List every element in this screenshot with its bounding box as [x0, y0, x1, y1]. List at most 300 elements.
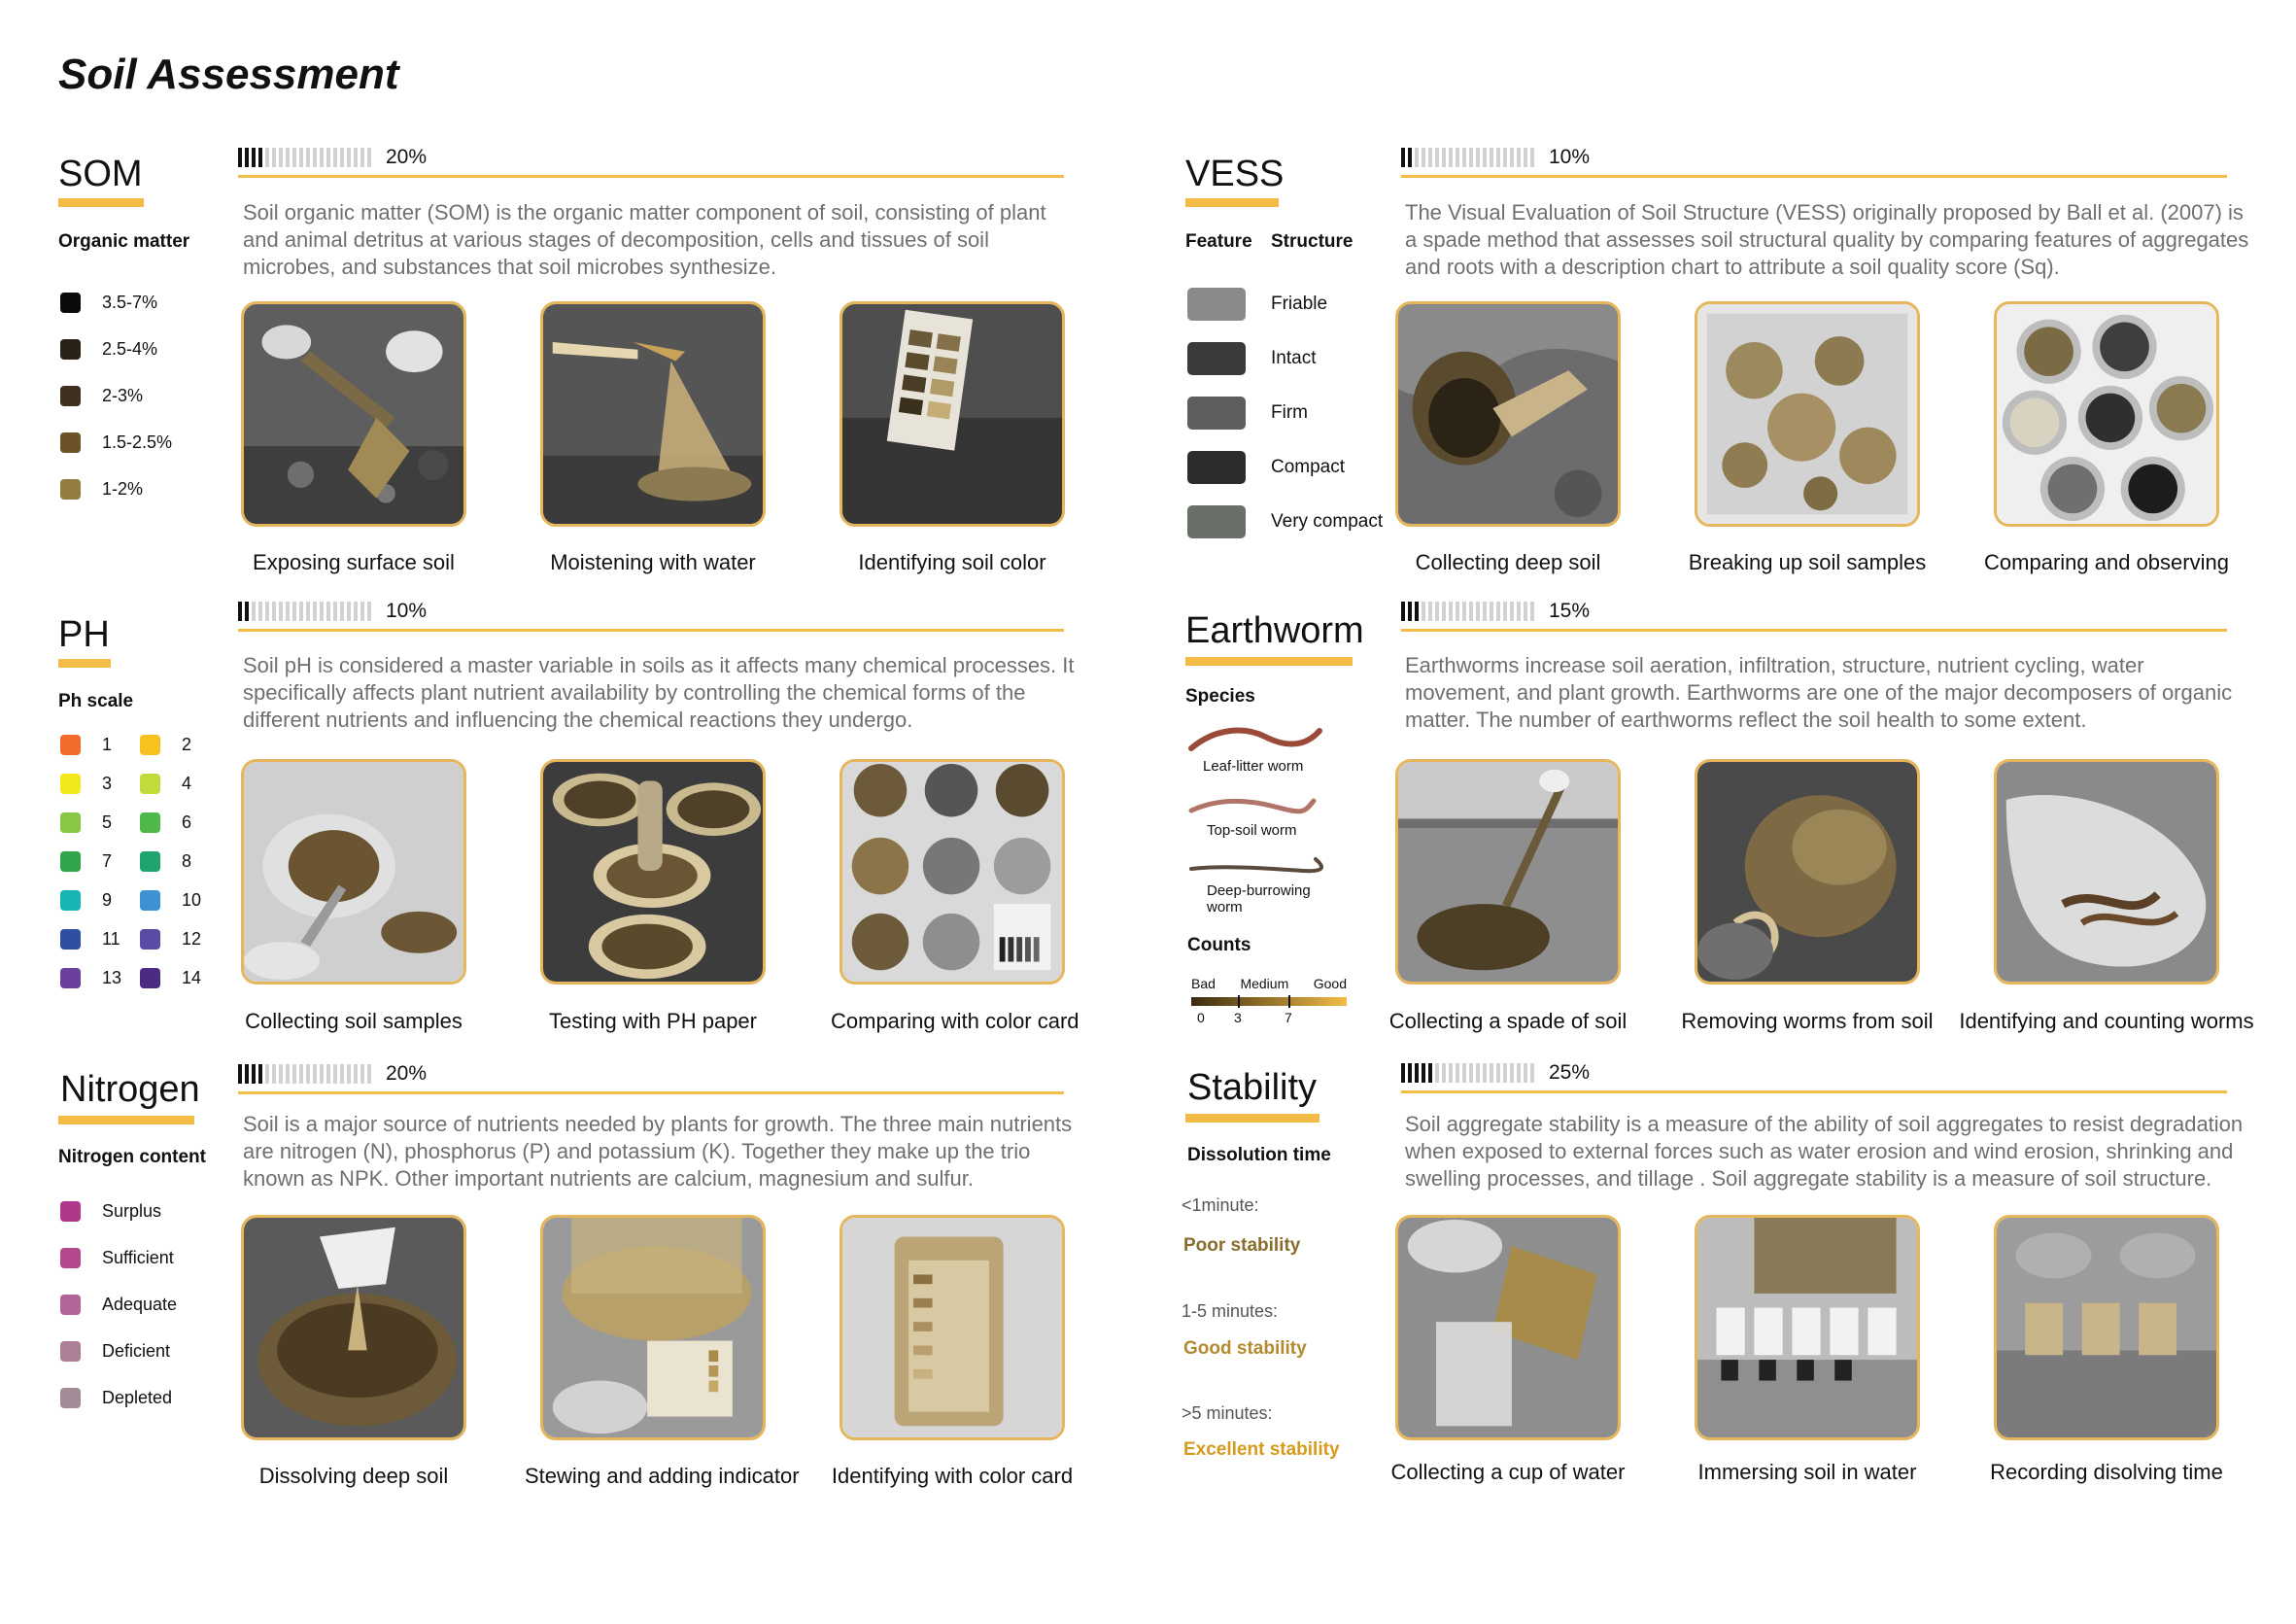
earthworm-caption-3: Identifying and counting worms	[1959, 1009, 2254, 1033]
species-item	[1187, 855, 1323, 914]
legend-swatch	[60, 1295, 81, 1315]
progress-tick-empty	[1469, 148, 1473, 167]
ph-legend-item	[60, 968, 140, 988]
progress-tick-filled	[1415, 1063, 1419, 1083]
progress-tick-empty	[1476, 148, 1480, 167]
legend-swatch	[60, 774, 81, 794]
progress-tick-empty	[1415, 148, 1419, 167]
vess-legend-item	[1187, 440, 1383, 495]
vess-photo-1	[1395, 301, 1621, 527]
progress-tick-empty	[1530, 602, 1534, 621]
spade-photo-image	[244, 304, 463, 524]
stability-caption-3: Recording disolving time	[1990, 1460, 2223, 1484]
stability-caption-2: Immersing soil in water	[1697, 1460, 1917, 1484]
vess-caption-1: Collecting deep soil	[1415, 550, 1601, 574]
vess-photo-2	[1695, 301, 1920, 527]
soil-dishes-photo-image	[1997, 304, 2216, 524]
legend-label: 2.5-4%	[102, 338, 158, 359]
progress-tick-empty	[306, 148, 310, 167]
progress-tick-empty	[347, 148, 351, 167]
vess-rule	[1401, 175, 2227, 178]
progress-tick-empty	[265, 1064, 269, 1084]
nitrogen-caption-1: Dissolving deep soil	[258, 1464, 449, 1488]
progress-tick-empty	[333, 1064, 337, 1084]
nitrogen-legend-item	[60, 1234, 177, 1281]
progress-tick-empty	[1435, 602, 1439, 621]
legend-swatch	[60, 293, 81, 313]
stability-rule	[1401, 1090, 2227, 1093]
progress-tick-empty	[313, 148, 317, 167]
ph-subtitle: Ph scale	[58, 691, 134, 711]
progress-tick-empty	[367, 602, 371, 621]
count-tick-label: 3	[1234, 1010, 1242, 1025]
progress-tick-empty	[360, 602, 364, 621]
progress-tick-empty	[1530, 148, 1534, 167]
progress-tick-empty	[1476, 1063, 1480, 1083]
legend-label: Surplus	[102, 1200, 162, 1221]
earthworm-species-title: Species	[1185, 686, 1255, 707]
ph-photo-3	[840, 759, 1065, 985]
progress-tick-empty	[367, 148, 371, 167]
progress-tick-empty	[272, 602, 276, 621]
legend-swatch	[60, 339, 81, 360]
progress-tick-empty	[292, 148, 296, 167]
ph-caption-2: Testing with PH paper	[549, 1009, 757, 1033]
som-photo-3	[840, 301, 1065, 527]
earthworm-photo-3	[1994, 759, 2219, 985]
progress-tick-empty	[1496, 602, 1500, 621]
progress-tick-empty	[1449, 148, 1453, 167]
soil-sample-photo-image	[244, 762, 463, 982]
progress-tick-empty	[1510, 148, 1514, 167]
progress-tick-empty	[1456, 148, 1459, 167]
som-caption-1: Exposing surface soil	[253, 550, 455, 574]
progress-tick-filled	[1401, 1063, 1405, 1083]
progress-tick-empty	[1422, 148, 1425, 167]
progress-tick-empty	[326, 148, 330, 167]
progress-tick-empty	[1462, 602, 1466, 621]
cups-photo-image	[1697, 1218, 1917, 1437]
progress-tick-filled	[1401, 602, 1405, 621]
progress-tick-filled	[1415, 602, 1419, 621]
progress-tick-empty	[279, 1064, 283, 1084]
progress-tick-filled	[245, 1064, 249, 1084]
legend-label: 2-3%	[102, 385, 144, 405]
legend-label: 14	[182, 968, 202, 987]
progress-tick-empty	[1496, 148, 1500, 167]
color-chart-photo-image	[842, 304, 1062, 524]
ph-legend-item	[60, 735, 140, 755]
som-progress	[238, 146, 427, 169]
progress-tick-empty	[313, 602, 317, 621]
progress-tick-empty	[279, 602, 283, 621]
nitrogen-legend	[60, 1188, 177, 1421]
legend-label: 7	[102, 851, 113, 871]
progress-tick-empty	[1503, 602, 1507, 621]
progress-label: 20%	[386, 1062, 428, 1085]
progress-tick-empty	[265, 148, 269, 167]
dissolving-photo-image	[244, 1218, 463, 1437]
earthworm-caption-1: Collecting a spade of soil	[1388, 1009, 1628, 1033]
som-legend	[60, 279, 172, 512]
progress-tick-empty	[326, 602, 330, 621]
nitrogen-caption-3: Identifying with color card	[831, 1464, 1074, 1488]
nitrogen-subtitle: Nitrogen content	[58, 1147, 206, 1167]
ph-legend-item	[60, 812, 140, 833]
legend-label: Deficient	[102, 1340, 171, 1361]
progress-tick-empty	[320, 602, 324, 621]
progress-tick-empty	[1449, 602, 1453, 621]
progress-tick-empty	[1503, 148, 1507, 167]
progress-tick-filled	[258, 148, 262, 167]
legend-label: Firm	[1271, 402, 1308, 423]
progress-tick-filled	[1408, 1063, 1412, 1083]
nitrogen-photo-1	[241, 1215, 466, 1440]
progress-tick-empty	[1449, 1063, 1453, 1083]
vess-col-feature: Feature	[1185, 231, 1252, 252]
count-marker	[1238, 995, 1240, 1008]
legend-swatch	[60, 890, 81, 911]
ph-progress	[238, 600, 427, 623]
progress-tick-empty	[333, 148, 337, 167]
legend-swatch	[140, 851, 160, 872]
progress-tick-filled	[245, 602, 249, 621]
vess-title-underline	[1185, 198, 1279, 207]
progress-tick-empty	[1456, 602, 1459, 621]
ph-legend-item	[140, 774, 208, 794]
nitrogen-rule	[238, 1091, 1064, 1094]
ph-legend-item	[140, 851, 208, 872]
progress-tick-empty	[320, 1064, 324, 1084]
progress-label: 25%	[1549, 1061, 1591, 1084]
progress-tick-empty	[1517, 1063, 1521, 1083]
stability-title: Stability	[1187, 1067, 1318, 1108]
legend-label: Friable	[1271, 294, 1328, 314]
progress-tick-empty	[326, 1064, 330, 1084]
earthworm-rule	[1401, 629, 2227, 632]
water-bottle-photo-image	[1398, 1218, 1618, 1437]
nitrogen-title: Nitrogen	[60, 1069, 200, 1110]
progress-tick-empty	[1422, 602, 1425, 621]
legend-label: 6	[182, 812, 192, 832]
worm-icon	[1187, 855, 1323, 881]
progress-tick-filled	[1408, 602, 1412, 621]
legend-swatch	[60, 479, 81, 500]
stability-time: >5 minutes:	[1182, 1403, 1273, 1423]
progress-tick-empty	[279, 148, 283, 167]
worm-soil-photo-image	[1697, 762, 1917, 982]
progress-ticks	[238, 602, 374, 621]
stability-time: <1minute:	[1182, 1195, 1259, 1215]
progress-tick-empty	[252, 602, 256, 621]
progress-tick-filled	[258, 1064, 262, 1084]
earthworm-caption-2: Removing worms from soil	[1681, 1009, 1934, 1033]
progress-tick-empty	[1469, 1063, 1473, 1083]
nitrogen-legend-item	[60, 1281, 177, 1328]
som-description: Soil organic matter (SOM) is the organic matter component of soil, consisting of plant and animal detritus at various stages of decomposition, cells and tissues of soil microbes, and substances that soil microbes synthesize.	[243, 200, 1046, 279]
nitrogen-title-underline	[58, 1116, 194, 1124]
nitrogen-description: Soil is a major source of nutrients needed by plants for growth. The three main nutrients are nitrogen (N), phosphorus (P) and potassium (K). Together they make up the trio known as NPK. Other important nutrients are calcium, magnesium and sulfur.	[243, 1112, 1073, 1191]
progress-ticks	[1401, 148, 1537, 167]
legend-label: 1.5-2.5%	[102, 432, 173, 452]
progress-ticks	[1401, 602, 1537, 621]
ph-legend-item	[140, 929, 208, 950]
page-title: Soil Assessment	[58, 51, 399, 98]
species-item	[1187, 723, 1323, 791]
vess-legend-item	[1187, 495, 1383, 549]
legend-label: Very compact	[1271, 511, 1384, 532]
legend-label: 5	[102, 812, 113, 832]
progress-tick-empty	[272, 148, 276, 167]
legend-swatch	[140, 735, 160, 755]
progress-tick-empty	[299, 602, 303, 621]
vess-title: VESS	[1185, 154, 1285, 194]
recording-photo-image	[1997, 1218, 2216, 1437]
legend-label: 4	[182, 774, 192, 793]
progress-tick-empty	[1490, 602, 1493, 621]
nitrogen-legend-item	[60, 1374, 177, 1421]
vess-legend-item	[1187, 386, 1383, 440]
soil-texture-thumb	[1187, 505, 1246, 538]
legend-label: Compact	[1271, 457, 1346, 477]
som-title-underline	[58, 198, 144, 207]
legend-swatch	[60, 432, 81, 453]
progress-tick-empty	[272, 1064, 276, 1084]
stability-photo-1	[1395, 1215, 1621, 1440]
progress-tick-empty	[1490, 148, 1493, 167]
legend-swatch	[60, 851, 81, 872]
count-levels	[1191, 976, 1347, 991]
legend-swatch	[60, 386, 81, 406]
progress-tick-empty	[1517, 148, 1521, 167]
ph-caption-3: Comparing with color card	[831, 1009, 1079, 1033]
som-rule	[238, 175, 1064, 178]
earthworm-progress	[1401, 600, 1590, 623]
worm-icon	[1187, 723, 1323, 756]
progress-tick-empty	[1510, 1063, 1514, 1083]
vess-legend-item	[1187, 331, 1383, 386]
legend-swatch	[60, 812, 81, 833]
legend-label: Depleted	[102, 1387, 173, 1407]
progress-label: 15%	[1549, 600, 1591, 622]
progress-tick-empty	[1476, 602, 1480, 621]
progress-tick-filled	[252, 1064, 256, 1084]
progress-tick-empty	[306, 1064, 310, 1084]
progress-tick-empty	[313, 1064, 317, 1084]
progress-tick-filled	[238, 602, 242, 621]
progress-tick-empty	[1524, 602, 1527, 621]
progress-tick-empty	[1435, 148, 1439, 167]
progress-label: 10%	[386, 600, 428, 622]
progress-tick-empty	[347, 1064, 351, 1084]
legend-label: 12	[182, 929, 202, 949]
legend-swatch	[140, 812, 160, 833]
legend-label: 9	[102, 890, 113, 910]
nitrogen-card-photo-image	[842, 1218, 1062, 1437]
stability-time: 1-5 minutes:	[1182, 1301, 1279, 1321]
progress-tick-empty	[1442, 602, 1446, 621]
vess-legend	[1187, 277, 1383, 549]
count-marker	[1288, 995, 1290, 1008]
earthworm-photo-1	[1395, 759, 1621, 985]
progress-tick-empty	[1462, 148, 1466, 167]
nitrogen-progress	[238, 1062, 427, 1086]
progress-tick-filled	[252, 148, 256, 167]
progress-tick-empty	[1469, 602, 1473, 621]
som-legend-item	[60, 326, 172, 372]
progress-tick-empty	[1517, 602, 1521, 621]
ph-title-underline	[58, 659, 111, 668]
progress-tick-empty	[306, 602, 310, 621]
soil-texture-thumb	[1187, 342, 1246, 375]
legend-swatch	[60, 929, 81, 950]
vess-description: The Visual Evaluation of Soil Structure (VESS) originally proposed by Ball et al. (2007) is a spade method that assesses soil structural quality by comparing features of aggregates and roots with a description chart to attribute a soil quality score (Sq).	[1405, 200, 2249, 279]
progress-tick-empty	[1490, 1063, 1493, 1083]
som-caption-3: Identifying soil color	[858, 550, 1046, 574]
progress-tick-empty	[1503, 1063, 1507, 1083]
legend-label: 13	[102, 968, 122, 987]
ph-photo-1	[241, 759, 466, 985]
stability-level: Good stability	[1183, 1338, 1307, 1359]
som-photo-1	[241, 301, 466, 527]
progress-tick-empty	[347, 602, 351, 621]
progress-tick-empty	[320, 148, 324, 167]
nitrogen-photo-2	[540, 1215, 766, 1440]
species-label: Top-soil worm	[1207, 822, 1297, 839]
legend-swatch	[140, 968, 160, 988]
ph-legend-item	[140, 890, 208, 911]
som-legend-item	[60, 372, 172, 419]
legend-label: 3	[102, 774, 113, 793]
progress-tick-empty	[333, 602, 337, 621]
progress-tick-empty	[340, 602, 344, 621]
legend-label: 3.5-7%	[102, 292, 158, 312]
earthworm-counts-scale	[1191, 976, 1347, 1025]
progress-ticks	[1401, 1063, 1537, 1083]
ph-legend-item	[60, 890, 140, 911]
progress-label: 20%	[386, 146, 428, 168]
progress-tick-empty	[1456, 1063, 1459, 1083]
count-gradient-bar	[1191, 997, 1347, 1006]
watering-photo-image	[543, 304, 763, 524]
progress-tick-empty	[1442, 1063, 1446, 1083]
ph-legend-item	[60, 929, 140, 950]
soil-texture-thumb	[1187, 451, 1246, 484]
progress-tick-filled	[1401, 148, 1405, 167]
hand-worms-photo-image	[1997, 762, 2216, 982]
progress-tick-empty	[354, 1064, 358, 1084]
progress-tick-empty	[292, 602, 296, 621]
stability-caption-1: Collecting a cup of water	[1390, 1460, 1626, 1484]
progress-tick-empty	[299, 148, 303, 167]
progress-tick-empty	[367, 1064, 371, 1084]
progress-tick-filled	[1428, 1063, 1432, 1083]
progress-tick-empty	[1483, 602, 1487, 621]
progress-tick-filled	[1422, 1063, 1425, 1083]
count-tick-label: 0	[1197, 1010, 1205, 1025]
progress-tick-empty	[1442, 148, 1446, 167]
stability-description: Soil aggregate stability is a measure of the ability of soil aggregates to resist degradation when exposed to external forces such as water erosion and wind erosion, shrinking and swelling processes, and tillage . Soil aggregate stability is a measure of soil structure.	[1405, 1112, 2244, 1191]
spade-field-photo-image	[1398, 762, 1618, 982]
earthworm-counts-title: Counts	[1187, 935, 1251, 955]
count-level-label: Medium	[1240, 976, 1289, 991]
soil-texture-thumb	[1187, 288, 1246, 321]
som-caption-2: Moistening with water	[550, 550, 756, 574]
legend-label: 1-2%	[102, 478, 144, 499]
earthworm-title: Earthworm	[1185, 610, 1364, 651]
ph-legend-item	[60, 851, 140, 872]
progress-tick-empty	[1428, 602, 1432, 621]
legend-label: Adequate	[102, 1294, 178, 1314]
progress-tick-empty	[340, 1064, 344, 1084]
stability-title-underline	[1185, 1114, 1319, 1123]
legend-swatch	[60, 1248, 81, 1268]
progress-tick-empty	[286, 602, 290, 621]
ph-legend-item	[140, 735, 208, 755]
legend-label: 1	[102, 735, 113, 754]
progress-tick-empty	[1462, 1063, 1466, 1083]
nitrogen-legend-item	[60, 1328, 177, 1374]
progress-tick-filled	[238, 148, 242, 167]
ph-legend	[60, 735, 206, 988]
progress-tick-empty	[1483, 1063, 1487, 1083]
nitrogen-caption-2: Stewing and adding indicator	[525, 1464, 800, 1488]
progress-tick-empty	[1435, 1063, 1439, 1083]
stability-level: Excellent stability	[1183, 1439, 1340, 1460]
earthworm-species-list	[1187, 723, 1323, 914]
legend-swatch	[60, 1201, 81, 1222]
ph-legend-item	[140, 968, 208, 988]
worm-icon	[1187, 791, 1323, 820]
progress-ticks	[238, 148, 374, 167]
som-legend-item	[60, 279, 172, 326]
earthworm-photo-2	[1695, 759, 1920, 985]
legend-swatch	[60, 735, 81, 755]
progress-tick-empty	[1483, 148, 1487, 167]
progress-tick-empty	[354, 602, 358, 621]
nitrogen-legend-item	[60, 1188, 177, 1234]
count-tick-label: 7	[1285, 1010, 1292, 1025]
legend-label: 10	[182, 890, 202, 910]
earthworm-description: Earthworms increase soil aeration, infiltration, structure, nutrient cycling, water movement, and plant growth. Earthworms are one of the major decomposers of organic matter. The number of earthworms reflect the soil health to some extent.	[1405, 653, 2233, 732]
vess-caption-2: Breaking up soil samples	[1688, 550, 1927, 574]
ph-title: PH	[58, 614, 110, 655]
count-level-label: Bad	[1191, 976, 1216, 991]
progress-tick-empty	[1428, 148, 1432, 167]
progress-tick-empty	[299, 1064, 303, 1084]
progress-tick-empty	[360, 1064, 364, 1084]
ph-legend-item	[140, 812, 208, 833]
som-title: SOM	[58, 154, 143, 194]
deep-soil-photo-image	[1398, 304, 1618, 524]
ph-legend-item	[60, 774, 140, 794]
species-label: Leaf-litter worm	[1203, 758, 1304, 775]
progress-tick-empty	[1524, 1063, 1527, 1083]
legend-label: 2	[182, 735, 192, 754]
vess-legend-item	[1187, 277, 1383, 331]
vess-progress	[1401, 146, 1590, 169]
progress-tick-empty	[286, 1064, 290, 1084]
species-item	[1187, 791, 1323, 855]
nitrogen-photo-3	[840, 1215, 1065, 1440]
legend-swatch	[140, 890, 160, 911]
progress-tick-empty	[286, 148, 290, 167]
progress-tick-empty	[1524, 148, 1527, 167]
progress-tick-empty	[265, 602, 269, 621]
vess-col-structure: Structure	[1271, 231, 1354, 252]
vess-photo-3	[1994, 301, 2219, 527]
progress-tick-filled	[1408, 148, 1412, 167]
